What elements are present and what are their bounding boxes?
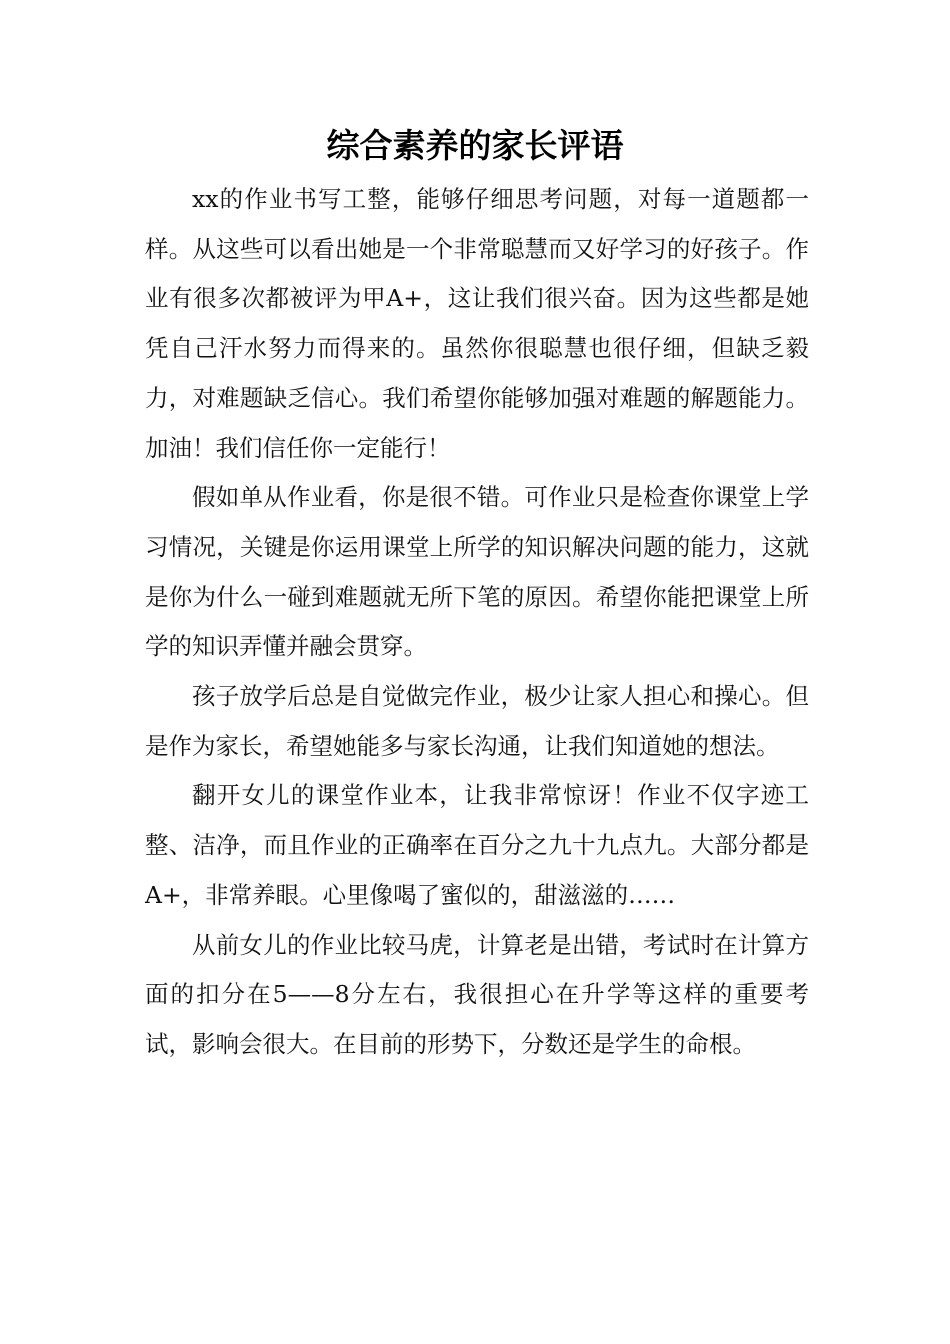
- paragraph-1: xx的作业书写工整，能够仔细思考问题，对每一道题都一样。从这些可以看出她是一个非常聪慧而又好学习的好孩子。作业有很多次都被评为甲A+，这让我们很兴奋。因为这些都是她凭自己汗水努力而得来的。虽然你很聪慧也很仔细，但缺乏毅力，对难题缺乏信心。我们希望你能够加强对难题的解题能力。加油！我们信任你一定能行！: [145, 185, 809, 462]
- paragraph-2: 假如单从作业看，你是很不错。可作业只是检查你课堂上学习情况，关键是你运用课堂上所学的知识解决问题的能力，这就是你为什么一碰到难题就无所下笔的原因。希望你能把课堂上所学的知识弄懂并融会贯穿。: [145, 483, 809, 661]
- paragraph-4: 翻开女儿的课堂作业本，让我非常惊讶！作业不仅字迹工整、洁净，而且作业的正确率在百分之九十九点九。大部分都是A+，非常养眼。心里像喝了蜜似的，甜滋滋的……: [145, 781, 809, 909]
- paragraph-3: 孩子放学后总是自觉做完作业，极少让家人担心和操心。但是作为家长，希望她能多与家长沟通，让我们知道她的想法。: [145, 682, 809, 760]
- document-title: 综合素养的家长评语: [326, 126, 624, 165]
- paragraph-5: 从前女儿的作业比较马虎，计算老是出错，考试时在计算方面的扣分在5——8分左右，我很担心在升学等这样的重要考试，影响会很大。在目前的形势下，分数还是学生的命根。: [145, 930, 809, 1058]
- document-body: [145, 175, 809, 1070]
